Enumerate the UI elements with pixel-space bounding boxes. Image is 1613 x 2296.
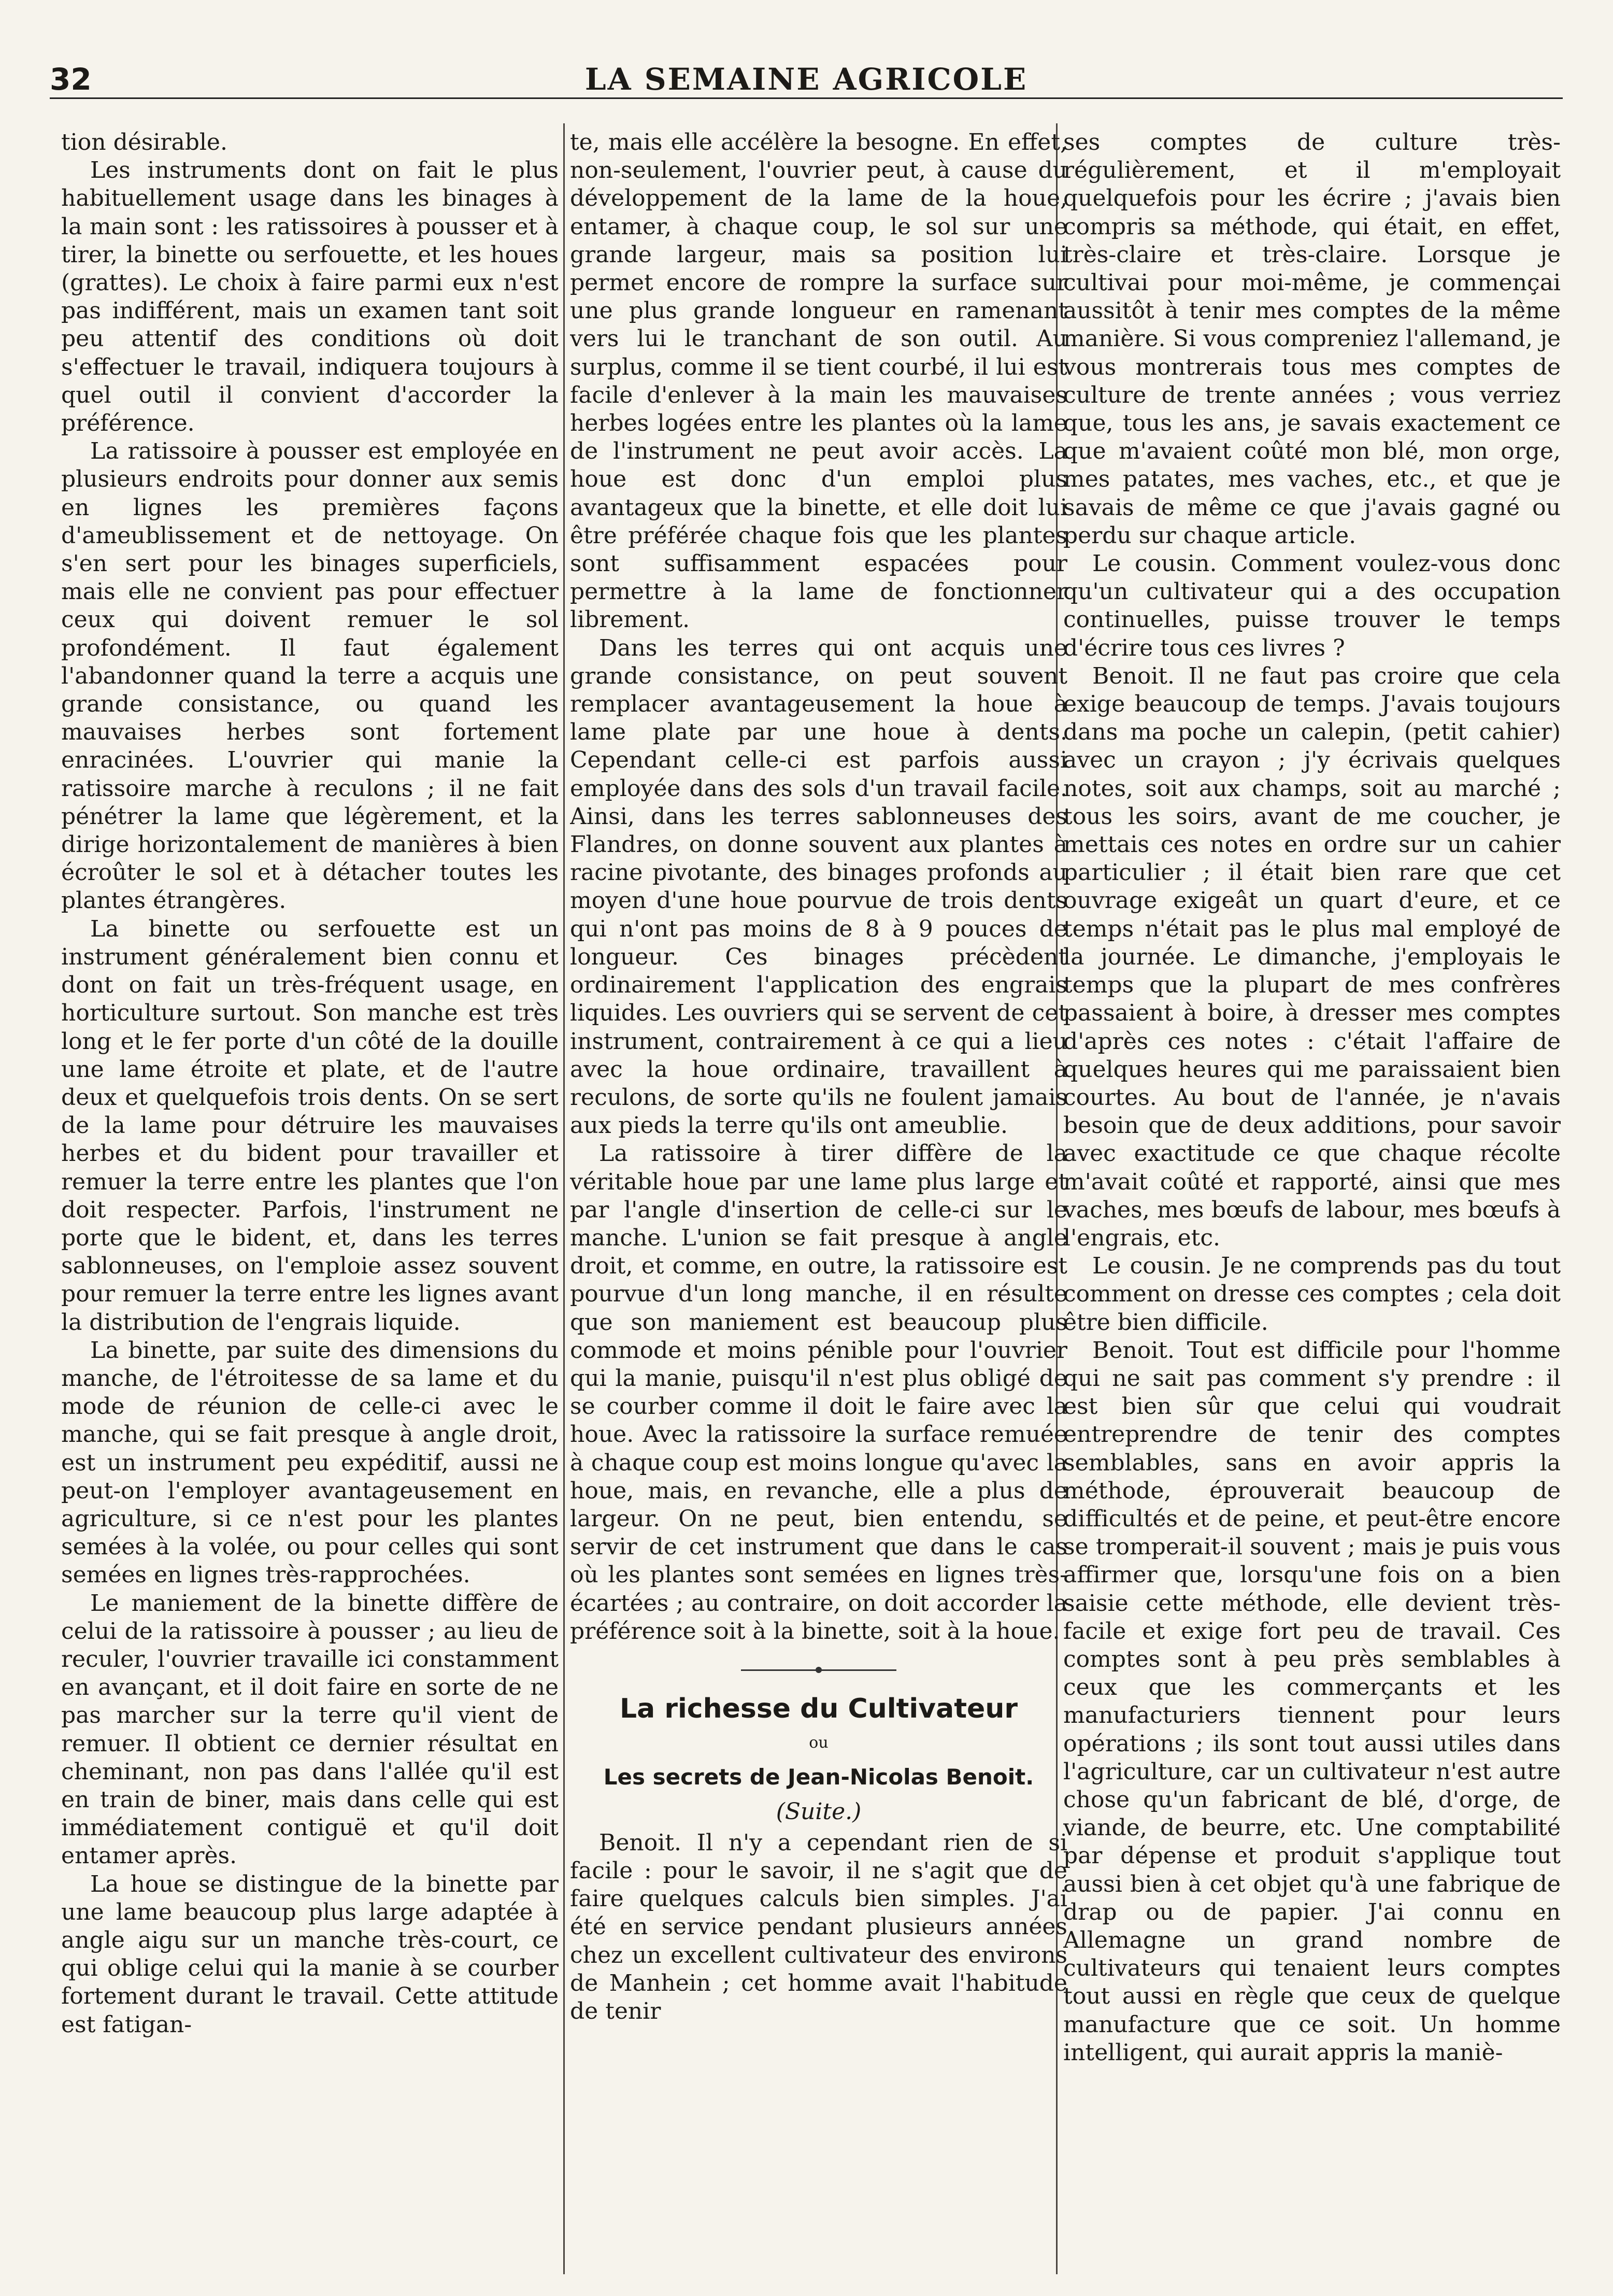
paragraph: Le cousin. Je ne comprends pas du tout comment on dresse ces comptes ; cela doit être bien difficile.	[1063, 1253, 1561, 1336]
paragraph: te, mais elle accélère la besogne. En effet, non-seulement, l'ouvrier peut, à cause du développement de la lame de la houe, entamer, à chaque coup, le sol sur une grande largeur, mais sa position lui permet encore de rompre la surface sur une plus grande longueur en ramenant vers lui le tranchant de son outil. Au surplus, comme il se tient courbé, il lui est facile d'enlever à la main les mauvaises herbes logées entre les plantes où la lame de l'instrument ne peut avoir accès. La houe est donc d'un emploi plus avantageux que la binette, et elle doit lui être préférée chaque fois que les plantes sont suffisamment espacées pour permettre à la lame de fonctionner librement.	[570, 129, 1067, 633]
paragraph: Le maniement de la binette diffère de celui de la ratissoire à pousser ; au lieu de reculer, l'ouvrier travaille ici constamment en avançant, et il doit faire en sorte de ne pas marcher sur la terre qu'il vient de remuer. Il obtient ce dernier résultat en cheminant, non pas dans l'allée qu'il est en train de biner, mais dans celle qui est immédiatement contiguë et qu'il doit entamer après.	[61, 1590, 559, 1869]
page-number: 32	[50, 62, 92, 97]
paragraph: La binette, par suite des dimensions du manche, de l'étroitesse de sa lame et du mode de réunion de celle-ci avec le manche, qui se fait presque à angle droit, est un instrument peu expéditif, aussi ne peut-on l'employer avantageusement en agriculture, si ce n'est pour les plantes semées à la volée, ou pour celles qui sont semées en lignes très-rapprochées.	[61, 1337, 559, 1589]
section-subtitle: Les secrets de Jean-Nicolas Benoit.	[603, 1764, 1034, 1790]
paragraph: La ratissoire à pousser est employée en plusieurs endroits pour donner aux semis en lignes les premières façons d'ameublissement et de nettoyage. On s'en sert pour les binages superficiels, mais elle ne convient pas pour effectuer ceux qui doivent remuer le sol profondément. Il faut également l'abandonner quand la terre a acquis une grande consistance, ou quand les mauvaises herbes sont fortement enracinées. L'ouvrier qui manie la ratissoire marche à reculons ; il ne fait pénétrer la lame que légèrement, et la dirige horizontalement de manières à bien écroûter le sol et à détacher toutes les plantes étrangères.	[61, 438, 559, 914]
column-1	[61, 129, 559, 2274]
page-header	[50, 61, 1563, 99]
paragraph: La binette ou serfouette est un instrument généralement bien connu et dont on fait un très-fréquent usage, en horticulture surtout. Son manche est très long et le fer porte d'un côté de la douille une lame étroite et plate, et de l'autre deux et quelquefois trois dents. On se sert de la lame pour détruire les mauvaises herbes et du bident pour travailler et remuer la terre entre les plantes que l'on doit respecter. Parfois, l'instrument ne porte que le bident, et, dans les terres sablonneuses, on l'emploie assez souvent pour remuer la terre entre les lignes avant la distribution de l'engrais liquide.	[61, 915, 559, 1336]
paragraph: La houe se distingue de la binette par une lame beaucoup plus large adaptée à angle aigu sur un manche très-court, ce qui oblige celui qui la manie à se courber fortement durant le travail. Cette attitude est fatigan-	[61, 1870, 559, 2038]
paragraph: Dans les terres qui ont acquis une grande consistance, on peut souvent remplacer avantageusement la houe à lame plate par une houe à dents. Cependant celle-ci est parfois aussi employée dans des sols d'un travail facile. Ainsi, dans les terres sablonneuses des Flandres, on donne souvent aux plantes à racine pivotante, des binages profonds au moyen d'une houe pourvue de trois dents qui n'ont pas moins de 8 à 9 pouces de longueur. Ces binages précèdent ordinairement l'application des engrais liquides. Les ouvriers qui se servent de cet instrument, contrairement à ce qui a lieu avec la houe ordinaire, travaillent à reculons, de sorte qu'ils ne foulent jamais aux pieds la terre qu'ils ont ameublie.	[570, 634, 1067, 1139]
paragraph: tion désirable.	[61, 129, 227, 155]
paragraph: Benoit. Il ne faut pas croire que cela exige beaucoup de temps. J'avais toujours dans ma poche un calepin, (petit cahier) avec un crayon ; j'y écrivais quelques notes, soit aux champs, soit au marché ; tous les soirs, avant de me coucher, je mettais ces notes en ordre sur un cahier particulier ; il était bien rare que cet ouvrage exigeât un quart d'eure, et ce temps n'était pas le plus mal employé de la journée. Le dimanche, j'employais le temps que la plupart de mes confrères passaient à boire, à dresser mes comptes d'après ces notes : c'était l'affaire de quelques heures qui me paraissaient bien courtes. Au bout de l'année, je n'avais besoin que de deux additions, pour savoir avec exactitude ce que chaque récolte m'avait coûté et rapporté, ainsi que mes vaches, mes bœufs de labour, mes bœufs à l'engrais, etc.	[1063, 662, 1561, 1251]
paragraph: Le cousin. Comment voulez-vous donc qu'un cultivateur qui a des occupation continuelles, puisse trouver le temps d'écrire tous ces livres ?	[1063, 550, 1561, 661]
journal-title: LA SEMAINE AGRICOLE	[584, 62, 1028, 97]
column-divider	[563, 123, 565, 2274]
paragraph: Les instruments dont on fait le plus habituellement usage dans les binages à la main sont : les ratissoires à pousser et à tirer, la binette ou serfouette, et les houes (grattes). Le choix à faire parmi eux n'est pas indifférent, mais un examen tant soit peu attentif des conditions où doit s'effectuer le travail, indiquera toujours à quel outil il convient d'accorder la préférence.	[61, 157, 559, 437]
section-separator	[741, 1669, 896, 1671]
section-or: ou	[809, 1734, 829, 1752]
paragraph: Benoit. Tout est difficile pour l'homme qui ne sait pas comment s'y prendre : il est bien sûr que celui qui voudrait entreprendre de tenir des comptes semblables, sans en avoir appris la méthode, éprouverait beaucoup de difficultés et de peine, et peut-être encore se tromperait-il souvent ; mais je puis vous affirmer que, lorsqu'une fois on a bien saisie cette méthode, elle devient très-facile et exige fort peu de travail. Ces comptes sont à peu près semblables à ceux que les commerçants et les manufacturiers tiennent pour leurs opérations ; ils sont tout aussi utiles dans l'agriculture, car un cultivateur n'est autre chose qu'un fabricant de blé, d'orge, de viande, de beurre, etc. Une comptabilité par dépense et produit s'applique tout aussi bien à cet objet qu'à une fabrique de drap ou de papier. J'ai connu en Allemagne un grand nombre de cultivateurs qui tenaient leurs comptes tout aussi en règle que ceux de quelque manufacture que ce soit. Un homme intelligent, qui aurait appris la maniè-	[1063, 1337, 1561, 2066]
column-3	[1063, 129, 1561, 2274]
paragraph: Benoit. Il n'y a cependant rien de si facile : pour le savoir, il ne s'agit que de faire quelques calculs bien simples. J'ai été en service pendant plusieurs années chez un excellent cultivateur des environs de Manhein ; cet homme avait l'habitude de tenir	[570, 1829, 1067, 2024]
paragraph: La ratissoire à tirer diffère de la véritable houe par une lame plus large et par l'angle d'insertion de celle-ci sur le manche. L'union se fait presque à angle droit, et comme, en outre, la ratissoire est pourvue d'un long manche, il en résulte que son maniement est beaucoup plus commode et moins pénible pour l'ouvrier qui la manie, puisqu'il n'est plus obligé de se courber comme il doit le faire avec la houe. Avec la ratissoire la surface remuée à chaque coup est moins longue qu'avec la houe, mais, en revanche, elle a plus de largeur. On ne peut, bien entendu, se servir de cet instrument que dans le cas où les plantes sont semées en lignes très-écartées ; au contraire, on doit accorder la préférence soit à la binette, soit à la houe.	[570, 1140, 1067, 1645]
column-2	[570, 129, 1067, 2274]
section-continuation: (Suite.)	[776, 1798, 862, 1825]
paragraph: ses comptes de culture très-régulièrement, et il m'employait quelquefois pour les écrire ; j'avais bien compris sa méthode, qui était, en effet, très-claire et très-claire. Lorsque je cultivai pour moi-même, je commençai aussitôt à tenir mes comptes de la même manière. Si vous compreniez l'allemand, je vous montrerais tous mes comptes de culture de trente années ; vous verriez que, tous les ans, je savais exactement ce que m'avaient coûté mon blé, mon orge, mes patates, mes vaches, etc., et que je savais de même ce que j'avais gagné ou perdu sur chaque article.	[1063, 129, 1561, 549]
section-title: La richesse du Cultivateur	[620, 1693, 1018, 1724]
